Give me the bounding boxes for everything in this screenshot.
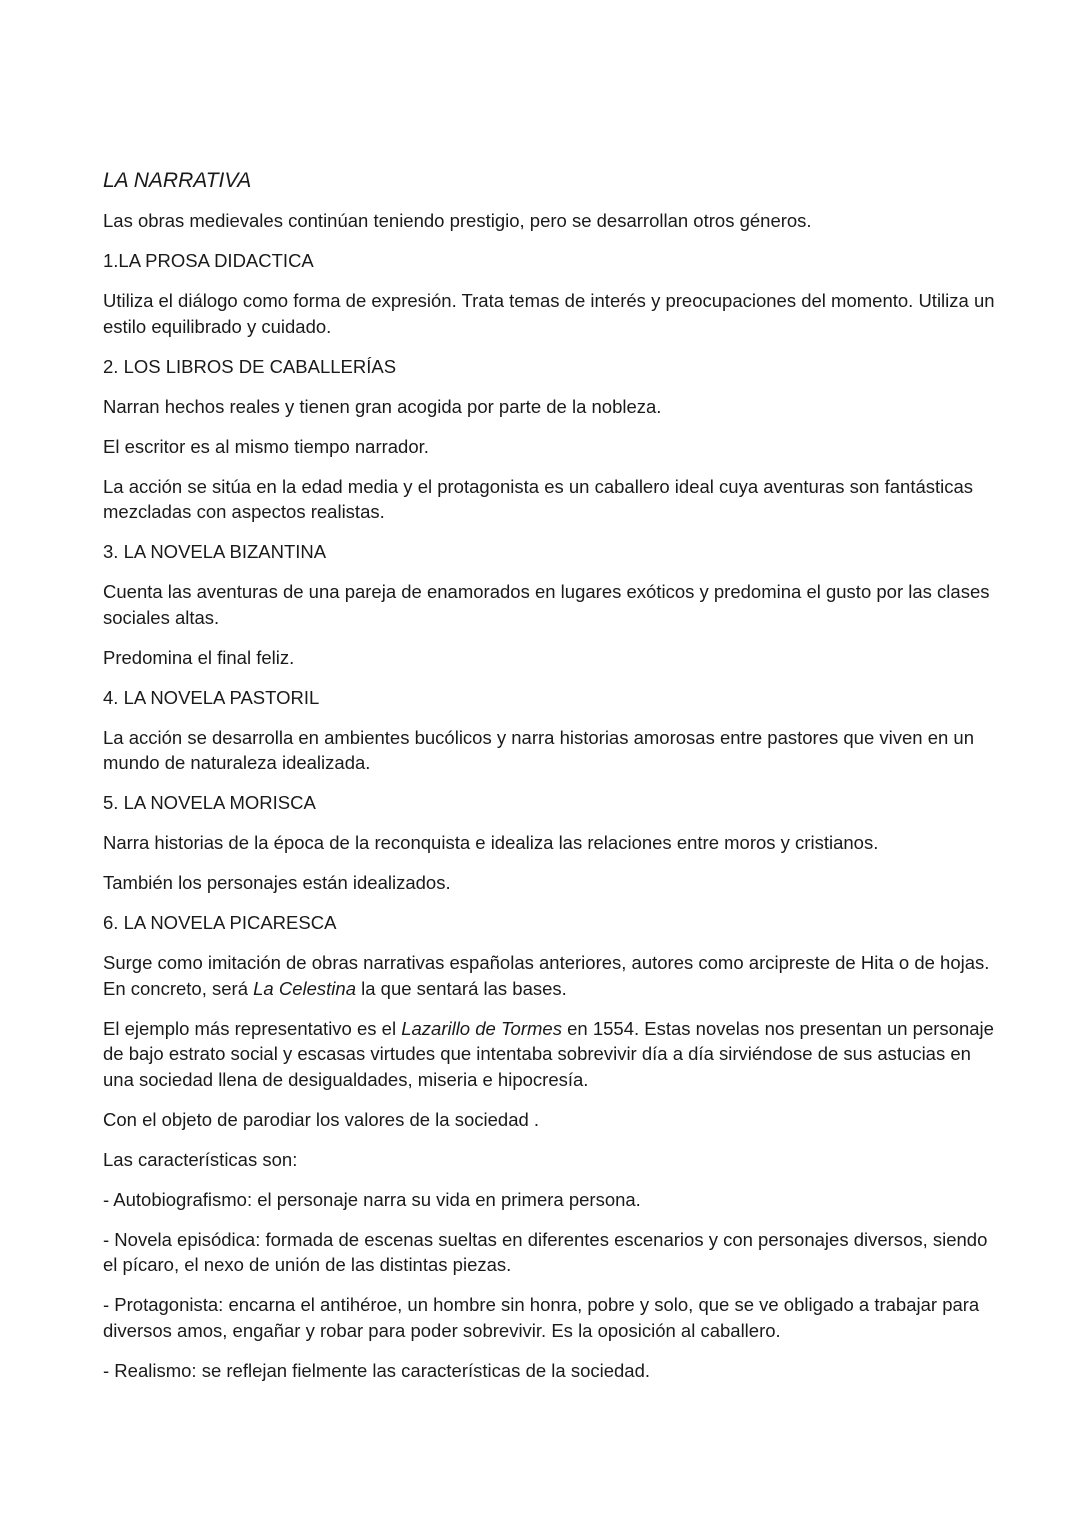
section-heading-libros-caballerias: 2. LOS LIBROS DE CABALLERÍAS xyxy=(103,355,397,377)
paragraph: Las características son: xyxy=(103,1148,298,1170)
section-heading-novela-bizantina: 3. LA NOVELA BIZANTINA xyxy=(103,541,327,562)
text-run: El ejemplo más representativo es el xyxy=(103,1017,402,1039)
document-page xyxy=(103,168,1003,1398)
paragraph: Narra historias de la época de la reconquista e idealiza las relaciones entre moros y cristianos. xyxy=(103,832,879,853)
document-title: LA NARRATIVA xyxy=(103,169,252,192)
work-title-lazarillo: Lazarillo de Tormes xyxy=(401,1017,562,1039)
paragraph xyxy=(103,1016,1003,1093)
paragraph: Predomina el final feliz. xyxy=(103,646,295,668)
paragraph: La acción se desarrolla en ambientes bucólicos y narra historias amorosas entre pastores que viven en un mundo de naturaleza idealizada. xyxy=(103,726,975,773)
paragraph: El escritor es al mismo tiempo narrador. xyxy=(103,435,429,457)
paragraph: Cuenta las aventuras de una pareja de enamorados en lugares exóticos y predomina el gusto por las clases sociales altas. xyxy=(103,581,990,628)
paragraph: Utiliza el diálogo como forma de expresión. Trata temas de interés y preocupaciones del momento. Utiliza un estilo equilibrado y cuidado. xyxy=(103,290,995,337)
list-item-realismo: - Realismo: se reflejan fielmente las características de la sociedad. xyxy=(103,1359,651,1381)
list-item-autobiografismo: - Autobiografismo: el personaje narra su vida en primera persona. xyxy=(103,1188,641,1210)
paragraph xyxy=(103,950,1003,1001)
intro-paragraph: Las obras medievales continúan teniendo prestigio, pero se desarrollan otros géneros. xyxy=(103,210,812,231)
work-title-la-celestina: La Celestina xyxy=(253,977,356,999)
list-item-novela-episodica: - Novela episódica: formada de escenas sueltas en diferentes escenarios y con personajes diversos, siendo el pícaro, el nexo de unión de las distintas piezas. xyxy=(103,1228,988,1275)
text-run: Surge como imitación de obras narrativas españolas anteriores, autores como arcipreste de Hita o de hojas. En concreto, será xyxy=(103,952,990,999)
paragraph: Narran hechos reales y tienen gran acogida por parte de la nobleza. xyxy=(103,395,662,417)
paragraph: Con el objeto de parodiar los valores de la sociedad . xyxy=(103,1108,540,1130)
section-heading-novela-morisca: 5. LA NOVELA MORISCA xyxy=(103,792,316,813)
paragraph: También los personajes están idealizados. xyxy=(103,872,451,893)
list-item-protagonista: - Protagonista: encarna el antihéroe, un hombre sin honra, pobre y solo, que se ve obligado a trabajar para diversos amos, engañar y robar para poder sobrevivir. Es la oposición al caballero. xyxy=(103,1294,980,1341)
section-heading-prosa-didactica: 1.LA PROSA DIDACTICA xyxy=(103,250,314,271)
paragraph: La acción se sitúa en la edad media y el protagonista es un caballero ideal cuya aventuras son fantásticas mezcladas con aspectos realistas. xyxy=(103,475,974,522)
text-run: en 1554. Estas novelas nos presentan un personaje de bajo estrato social y escasas virtudes que intentaba sobrevivir día a día sirviéndose de sus astucias en una sociedad llena de desigualdades, miseria e hipocresía. xyxy=(103,1017,994,1090)
section-heading-novela-picaresca: 6. LA NOVELA PICARESCA xyxy=(103,912,337,933)
section-heading-novela-pastoril: 4. LA NOVELA PASTORIL xyxy=(103,686,320,708)
text-run: la que sentará las bases. xyxy=(355,977,567,999)
